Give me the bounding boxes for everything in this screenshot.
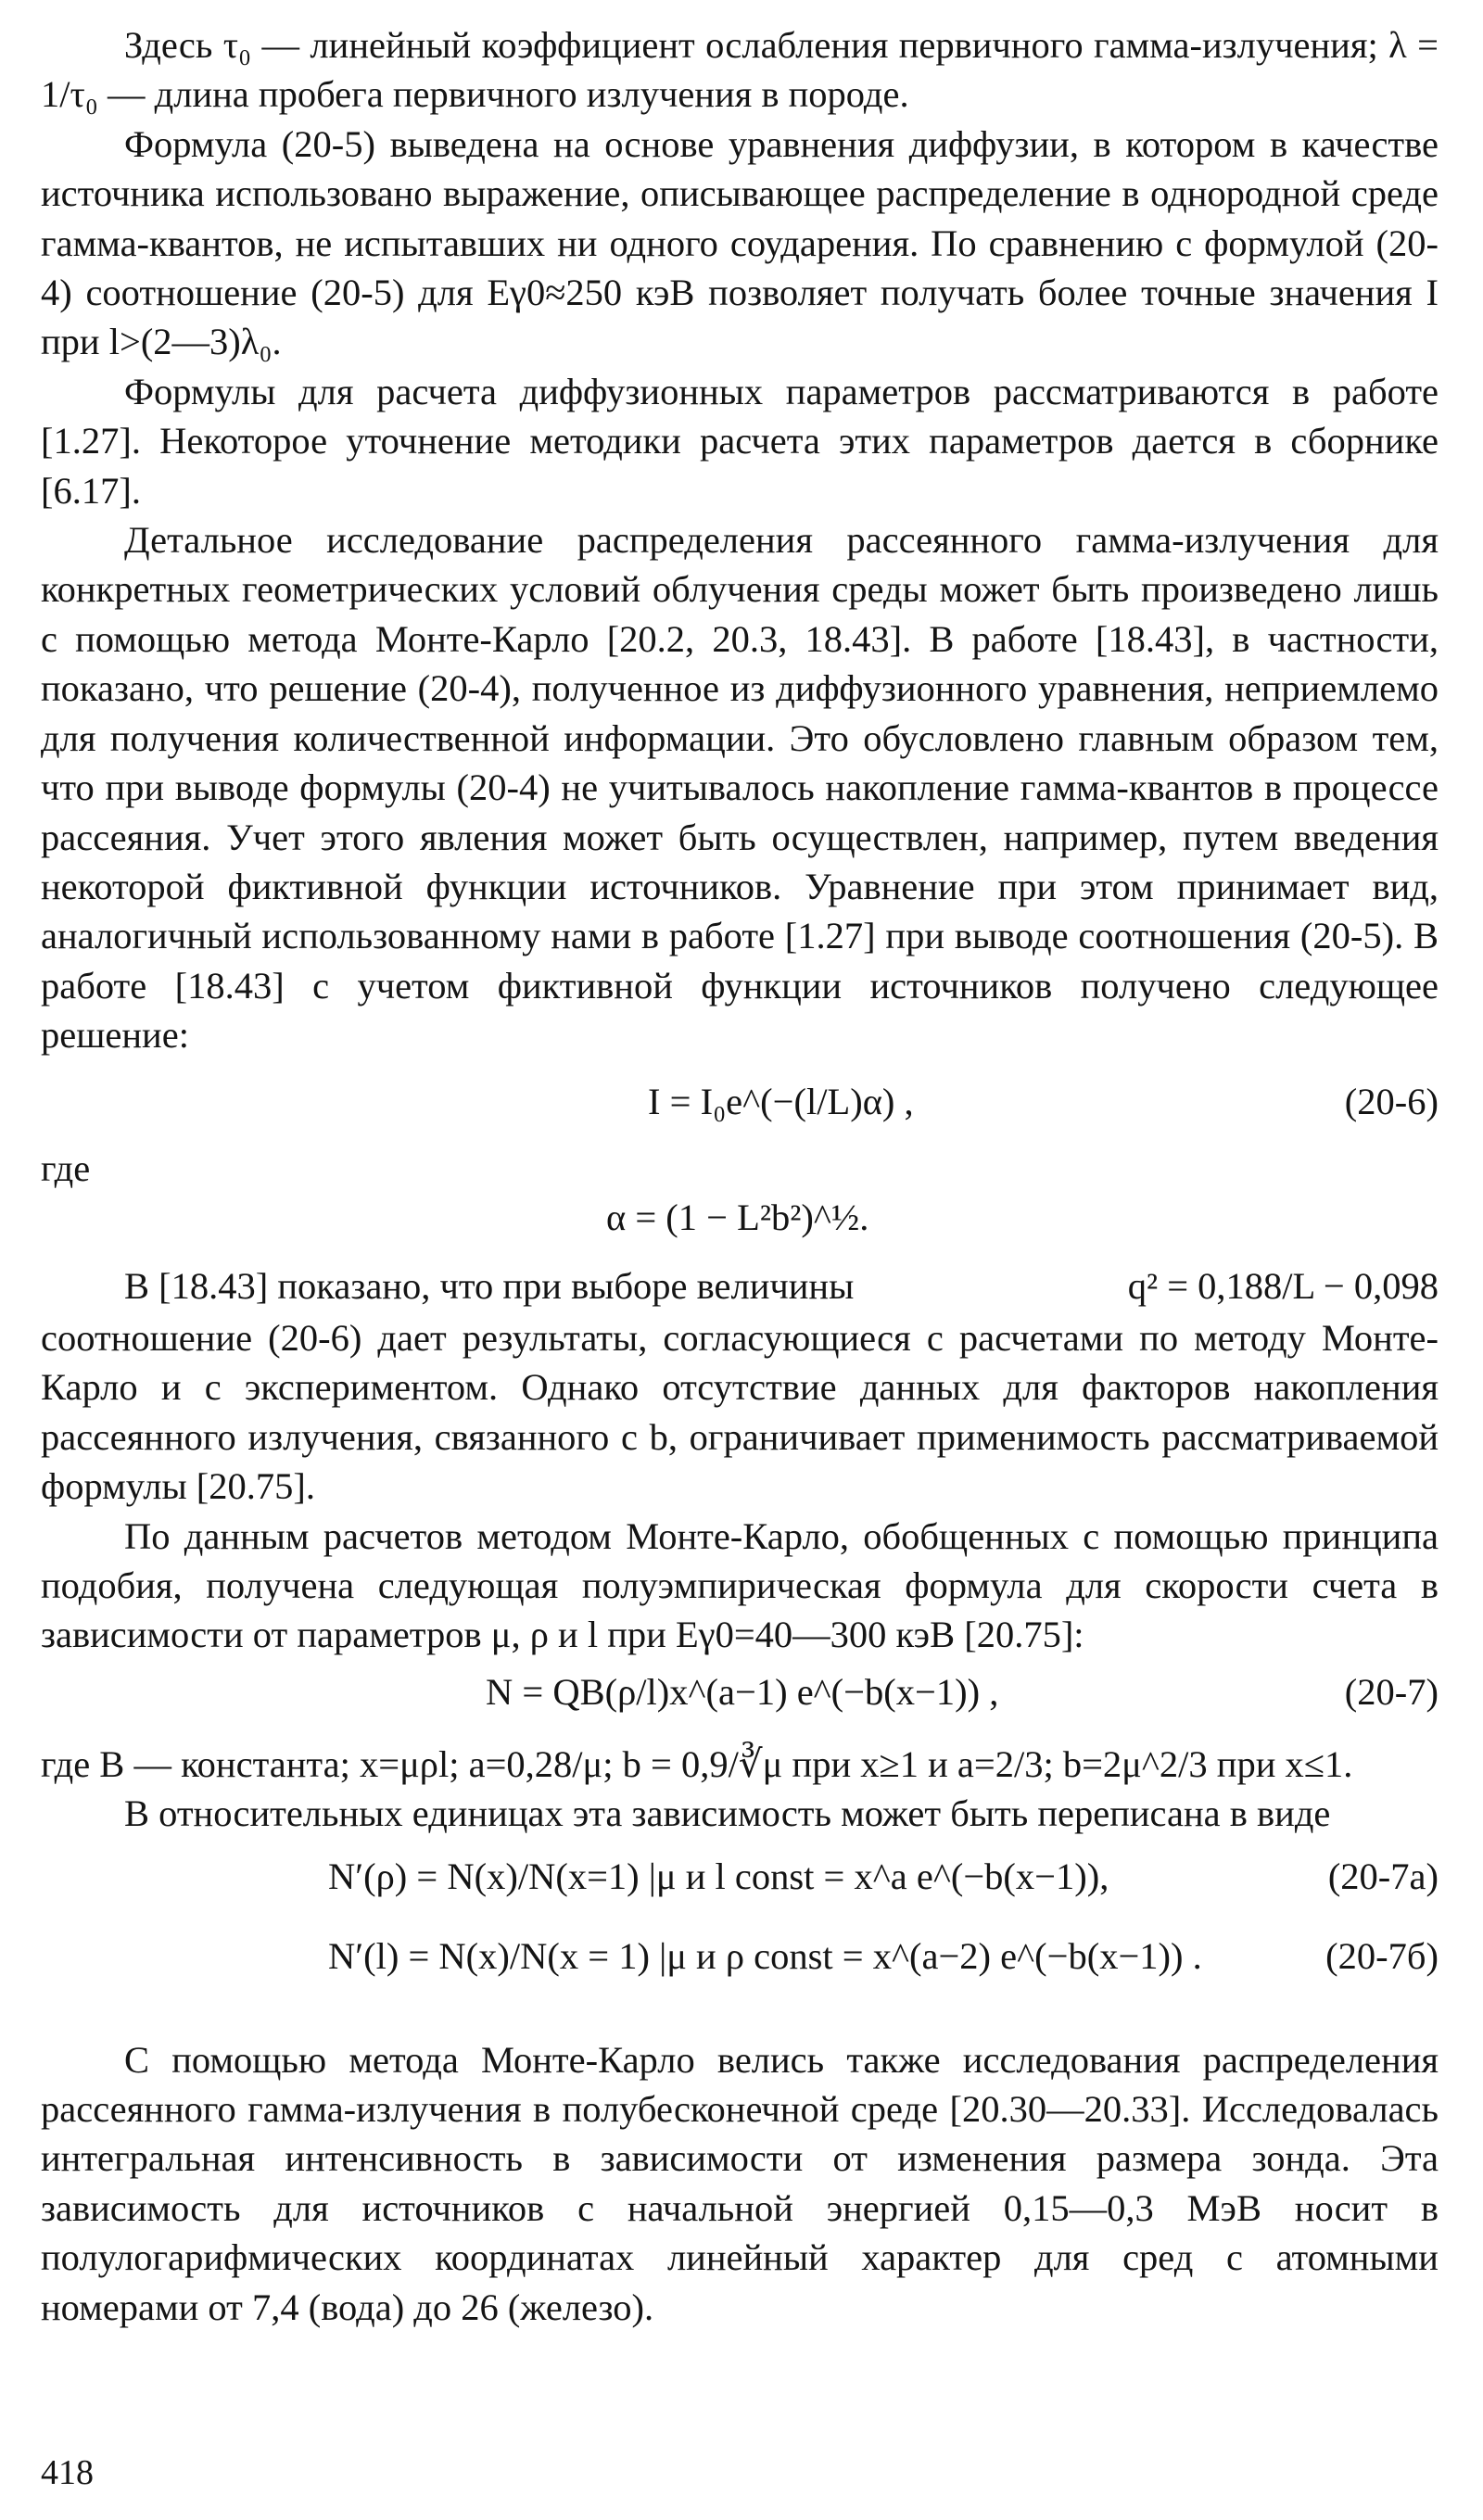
equation-20-7: [41, 1667, 1439, 1740]
paragraph-6: По данным расчетов методом Монте-Карло, обобщенных с помощью принципа подобия, получена следующая полуэмпирическая формула для скорости счета в зависимости от параметров μ, ρ и l при Eγ0=40—300 кэВ [20.75]:: [41, 1514, 1439, 1656]
paragraph-7: где B — константа; x=μρl; a=0,28/μ; b = 0,9/∛μ при x≥1 и a=2/3; b=2μ^2/3 при x≤1.: [41, 1742, 1353, 1785]
equation-alpha-formula: α = (1 − L²b²)^½.: [606, 1196, 869, 1238]
paragraph-1: Здесь τ₀ — линейный коэффициент ослабления первичного гамма-излучения; λ = 1/τ₀ — длина пробега первичного излучения в породе.: [41, 24, 1439, 116]
equation-q2: q² = 0,188/L − 0,098: [1127, 1264, 1439, 1307]
paragraph-4: Детальное исследование распределения рассеянного гамма-излучения для конкретных геометрических условий облучения среды может быть произведено лишь с помощью метода Монте-Карло [20.2, 20.3, 18.43]. В работе [18.43], в частности, показано, что решение (20-4), полученное из диффузионного уравнения, неприемлемо для получения количественной информации. Это обусловлено главным образом тем, что при выводе формулы (20-4) не учитывалось накопление гамма-квантов в процессе рассеяния. Учет этого явления может быть осуществлен, например, путем введения некоторой фиктивной функции источников. Уравнение при этом принимает вид, аналогичный использованному нами в работе [1.27] при выводе соотношения (20-5). В работе [18.43] с учетом фиктивной функции источников получено следующее решение:: [41, 519, 1439, 1057]
equation-20-7b-formula: N′(l) = N(x)/N(x = 1) |μ и ρ const = x^(a−2) e^(−b(x−1)) .: [328, 1934, 1202, 1977]
equation-20-7a-formula: N′(ρ) = N(x)/N(x=1) |μ и l const = x^a e^(−b(x−1)),: [328, 1855, 1109, 1897]
body-text: [41, 20, 1439, 2332]
where-label-1: где: [41, 1146, 91, 1189]
equation-alpha: [41, 1193, 1439, 1261]
paragraph-8: В относительных единицах эта зависимость может быть переписана в виде: [124, 1792, 1331, 1835]
equation-20-7a-number: (20-7а): [1327, 1855, 1439, 1897]
equation-20-7-formula: N = QB(ρ/l)x^(a−1) e^(−b(x−1)) ,: [486, 1670, 999, 1713]
equation-20-6-number: (20-6): [1344, 1080, 1439, 1122]
equation-20-7-number: (20-7): [1344, 1670, 1439, 1713]
page-number: 418: [41, 2453, 94, 2492]
equation-20-7b-number: (20-7б): [1325, 1934, 1439, 1977]
paragraph-9: С помощью метода Монте-Карло велись также исследования распределения рассеянного гамма-излучения в полубесконечной среде [20.30—20.33]. Исследовалась интегральная интенсивность в зависимости от изменения размера зонда. Эта зависимость для источников с начальной энергией 0,15—0,3 МэВ носит в полулогарифмических координатах линейный характер для сред с атомными номерами от 7,4 (вода) до 26 (железо).: [41, 2038, 1439, 2328]
paragraph-5-start: В [18.43] показано, что при выборе величины: [124, 1264, 855, 1307]
equation-20-6: [41, 1077, 1439, 1144]
equation-20-7b: [41, 1931, 1439, 2011]
paragraph-3: Формулы для расчета диффузионных параметров рассматриваются в работе [1.27]. Некоторое уточнение методики расчета этих параметров дается в сборнике [6.17].: [41, 370, 1439, 512]
paragraph-5: соотношение (20-6) дает результаты, согласующиеся с расчетами по методу Монте-Карло и с экспериментом. Однако отсутствие данных для факторов накопления рассеянного излучения, связанного с b, ограничивает применимость рассматриваемой формулы [20.75].: [41, 1316, 1439, 1508]
equation-20-6-formula: I = I₀e^(−(l/L)α) ,: [648, 1080, 914, 1122]
paragraph-2: Формула (20-5) выведена на основе уравнения диффузии, в котором в качестве источника использовано выражение, описывающее распределение в однородной среде гамма-квантов, не испытавших ни одного соударения. По сравнению с формулой (20-4) соотношение (20-5) для Eγ0≈250 кэВ позволяет получать более точные значения I при l>(2—3)λ₀.: [41, 122, 1439, 363]
paragraph-5-line: [41, 1261, 1439, 1313]
equation-20-7a: [41, 1852, 1439, 1931]
